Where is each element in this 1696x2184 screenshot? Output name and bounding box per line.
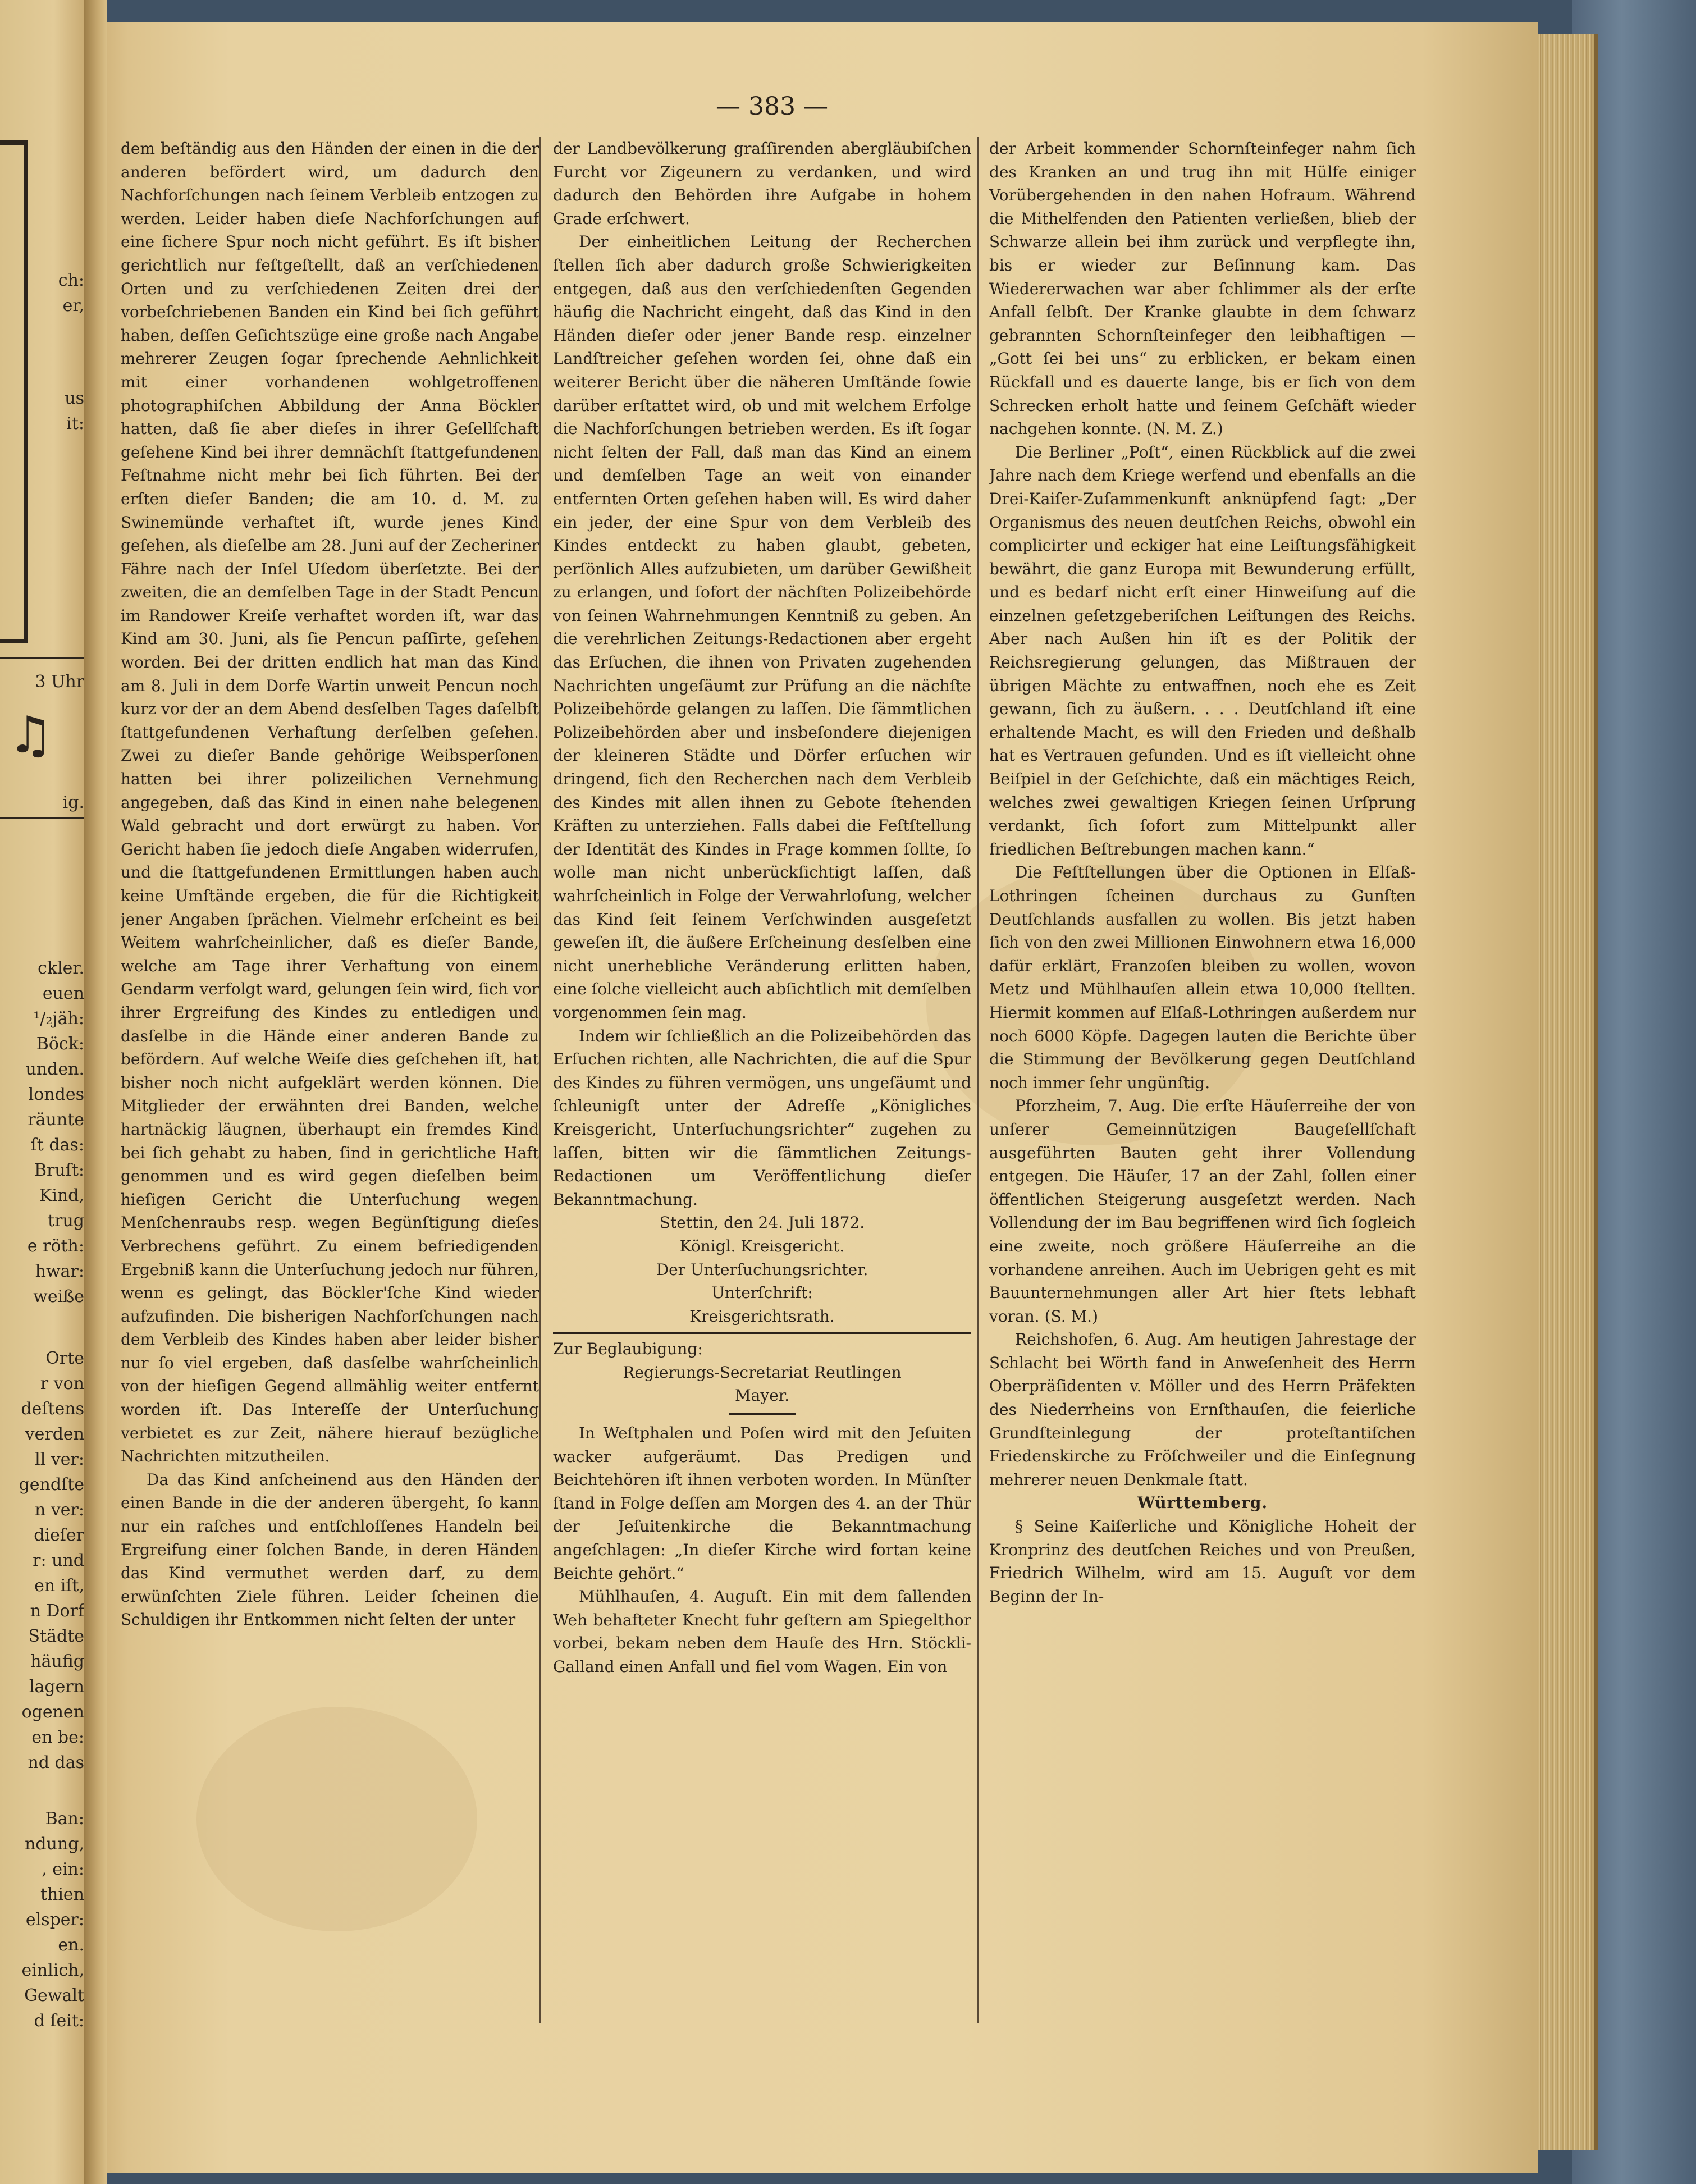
column-divider <box>539 137 541 2023</box>
left-page-text-fragment: euen <box>42 984 84 1003</box>
left-page-text-fragment: en iſt, <box>34 1576 84 1596</box>
paragraph: Regierungs-Secretariat Reutlingen <box>623 1363 902 1382</box>
left-page-text-fragment: londes <box>28 1085 84 1104</box>
left-page-text-fragment: dieſer <box>34 1525 84 1545</box>
section-heading: Württemberg. <box>1137 1493 1268 1513</box>
paragraph: Da das Kind anſcheinend aus den Händen der einen Bande in die der anderen übergeht, ſo kann nur ein raſches und entſchloſſenes Handeln bei Ergreifung einer ſolchen Bande, in deren Händen das Kind vermuthet werden darf, zu dem erwünſchten Ziele führen. Leider ſcheinen die Schuldigen ihr Entkommen nicht ſelten der unter <box>121 1470 539 1629</box>
left-page-text-fragment: ckler. <box>38 958 84 978</box>
left-page-text-fragment: ogenen <box>21 1702 84 1722</box>
left-page-text-fragment: n Dorf <box>30 1601 84 1621</box>
left-page-text-fragment: einlich, <box>21 1961 84 1980</box>
paragraph: Stettin, den 24. Juli 1872. <box>659 1213 865 1232</box>
left-page-text-fragment: Kind, <box>39 1186 84 1205</box>
left-page-text-fragment: elsper: <box>25 1910 84 1930</box>
left-page-text-fragment: ig. <box>62 793 84 812</box>
left-page-text-fragment: it: <box>66 414 84 433</box>
book-gutter <box>84 0 107 2184</box>
left-page-text-fragment: Städte <box>28 1626 84 1646</box>
left-page-text-fragment: us <box>65 389 84 408</box>
column-2 <box>553 137 971 2091</box>
paragraph: Mühlhauſen, 4. Auguſt. Ein mit dem fallenden Weh behafteter Knecht fuhr geſtern am Spiegelthor vorbei, bekam neben dem Hauſe des Hrn. Stöckli-Galland einen Anfall und fiel vom Wagen. Ein von <box>553 1587 971 1676</box>
separator-rule <box>729 1413 796 1415</box>
paragraph: In Weſtphalen und Poſen wird mit den Jeſuiten wacker aufgeräumt. Das Predigen und Beichtehören iſt ihnen verboten worden. In Münſter ſtand in Folge deſſen am Morgen des 4. an der Thür der Jeſuitenkirche die Bekanntmachung angeſchlagen: „In dieſer Kirche wird fortan keine Beichte gehört.“ <box>553 1424 971 1583</box>
left-page-text-fragment: d ſeit: <box>34 2011 84 2031</box>
page-number: — 383 — <box>716 92 828 121</box>
left-page-text-fragment: n ver: <box>34 1500 84 1520</box>
left-page-rule <box>0 657 84 659</box>
left-page-text-fragment: ch: <box>58 271 84 290</box>
left-page-text-fragment: ſt das: <box>30 1135 84 1155</box>
paragraph: Indem wir ſchließlich an die Polizeibehörden das Erſuchen richten, alle Nachrichten, die auf die Spur des Kindes zu führen vermögen, uns ungeſäumt und ſchleunigſt unter der Adreſſe „Königliches Kreisgericht, Unterſuchungsrichter“ zugehen zu laſſen, bitten wir die ſämmtlichen Zeitungs-Redactionen um Veröffentlichung dieſer Bekanntmachung. <box>553 1026 971 1209</box>
left-page-text-fragment: thien <box>40 1885 84 1904</box>
column-divider <box>977 137 979 2023</box>
left-page-text-fragment: trug <box>48 1211 84 1231</box>
left-page-text-fragment: häufig <box>30 1652 84 1671</box>
left-page-text-fragment: r von <box>40 1374 84 1393</box>
paragraph: Die Berliner „Poſt“, einen Rückblick auf die zwei Jahre nach dem Kriege werfend und ebenfalls an die Drei-Kaiſer-Zuſammenkunft anknüpfend ſagt: „Der Organismus des neuen deutſchen Reichs, obwohl ein complicirter und eckiger hat eine Leiſtungsfähigkeit bewährt, die ganz Europa mit Bewunderung erfüllt, und es bedarf nicht erſt einer Hinweiſung auf die einzelnen geſetzgeberiſchen Leiſtungen des Reichs. Aber nach Außen hin iſt es der Politik der Reichsregierung gelungen, das Mißtrauen der übrigen Mächte zu entwaffnen, noch ehe es Zeit gewann, ſich zu äußern. . . . Deutſchland iſt eine erhaltende Macht, es will den Frieden und deßhalb hat es Vertrauen gefunden. Und es iſt vielleicht ohne Beiſpiel in der Geſchichte, daß ein mächtiges Reich, welches zwei gewaltigen Kriegen ſeinen Urſprung verdankt, ſich ſofort zum Mittelpunkt aller friedlichen Beſtrebungen machen kann.“ <box>989 442 1416 858</box>
paragraph: Zur Beglaubigung: <box>553 1340 703 1359</box>
left-page-fragment <box>0 0 90 2184</box>
left-page-text-fragment: 3 Uhr <box>35 672 84 692</box>
left-page-text-fragment: weiße <box>33 1287 84 1306</box>
left-page-rule <box>0 817 84 819</box>
left-page-text-fragment: Bruſt: <box>34 1160 84 1180</box>
lyre-icon: ♫ <box>8 706 53 765</box>
left-page-text-fragment: unden. <box>25 1059 84 1079</box>
paragraph: Kreisgerichtsrath. <box>689 1306 835 1326</box>
left-page-text-fragment: lagern <box>29 1677 84 1697</box>
left-page-text-fragment: r: und <box>33 1551 84 1570</box>
paragraph: Königl. Kreisgericht. <box>679 1236 845 1255</box>
left-page-text-fragment: nd das <box>28 1753 84 1772</box>
left-page-text-fragment: ndung, <box>25 1834 84 1854</box>
left-page-text-fragment: Böck: <box>36 1034 84 1054</box>
separator-rule <box>553 1332 971 1334</box>
paragraph: § Seine Kaiſerliche und Königliche Hoheit der Kronprinz des deutſchen Reiches und von Preußen, Friedrich Wilhelm, wird am 15. Auguſt vor dem Beginn der In- <box>989 1517 1416 1606</box>
paragraph: Reichshofen, 6. Aug. Am heutigen Jahrestage der Schlacht bei Wörth fand in Anweſenheit des Herrn Oberpräſidenten v. Möller und des Herrn Präfekten des Niederrheins von Ernſthauſen, die feierliche Grundſteinlegung der proteſtantiſchen Friedenskirche zu Fröſchweiler und die Einſegnung mehrerer neuen Denkmale ſtatt. <box>989 1330 1416 1489</box>
left-page-text-fragment: e röth: <box>27 1236 84 1256</box>
paragraph: der Landbevölkerung graſſirenden abergläubiſchen Furcht vor Zigeunern zu verdanken, und wird dadurch den Behörden ihre Aufgabe in hohem Grade erſchwert. <box>553 139 971 228</box>
left-page-text-fragment: Ban: <box>45 1809 84 1829</box>
left-page-text-fragment: Gewalt <box>24 1986 84 2005</box>
paragraph: Der Unterſuchungsrichter. <box>656 1260 868 1279</box>
left-page-text-fragment: ll ver: <box>35 1450 84 1469</box>
left-page-text-fragment: verden <box>25 1424 84 1444</box>
left-page-text-fragment: en be: <box>31 1728 84 1747</box>
left-page-text-fragment: er, <box>62 296 84 316</box>
left-page-text-fragment: Orte <box>45 1349 84 1368</box>
paragraph: Die Feſtſtellungen über die Optionen in Elſaß-Lothringen ſcheinen durchaus zu Gunſten Deutſchlands ausfallen zu wollen. Bis jetzt haben ſich von den zwei Millionen Einwohnern etwa 16,000 dafür erklärt, Franzoſen bleiben zu wollen, wovon Metz und Mühlhauſen allein etwa 10,000 ſtellten. Hiermit kommen auf Elſaß-Lothringen außerdem nur noch 6000 Köpfe. Dagegen lauten die Berichte über die Stimmung der Bevölkerung gegen Deutſchland noch immer ſehr ungünſtig. <box>989 863 1416 1092</box>
left-page-text-fragment: räunte <box>28 1110 84 1130</box>
left-page-text-fragment: hwar: <box>35 1262 84 1281</box>
paragraph: Der einheitlichen Leitung der Recherchen ſtellen ſich aber dadurch große Schwierigkeiten entgegen, daß aus den verſchiedenſten Gegenden häufig die Nachricht eingeht, daß das Kind in den Händen dieſer oder jener Bande resp. einzelner Landſtreicher geſehen worden ſei, ohne daß ein weiterer Bericht über die näheren Umſtände ſowie darüber erſtattet wird, ob und mit welchem Erfolge die Nachforſchungen betrieben werden. Es iſt ſogar nicht ſelten der Fall, daß man das Kind an einem und demſelben Tage an weit von einander entfernten Orten geſehen haben will. Es wird daher ein jeder, der eine Spur von dem Verbleib des Kindes entdeckt zu haben glaubt, gebeten, perſönlich Alles aufzubieten, um darüber Gewißheit zu erlangen, und ſofort der nächſten Polizeibehörde von ſeinen Wahrnehmungen Kenntniß zu geben. An die verehrlichen Zeitungs-Redactionen aber ergeht das Erſuchen, die ihnen von Privaten zugehenden Nachrichten ungeſäumt zur Prüfung an die nächſte Polizeibehörde gelangen zu laſſen. Die ſämmtlichen Polizeibehörden aber und insbeſondere diejenigen der kleineren Städte und Dörfer erſuchen wir dringend, ſich den Recherchen nach dem Verbleib des Kindes mit allen ihnen zu Gebote ſtehenden Kräften zu unterziehen. Falls dabei die Feſtſtellung der Identität des Kindes in Frage kommen ſollte, ſo wolle man nicht unberückſichtigt laſſen, daß wahrſcheinlich in Folge der Verwahrloſung, welcher das Kind ſeit ſeinem Verſchwinden ausgeſetzt geweſen iſt, die äußere Erſcheinung desſelben eine nicht unerhebliche Veränderung erlitten haben, eine ſolche vielleicht auch abſichtlich mit demſelben vorgenommen ſein mag. <box>553 232 971 1022</box>
paragraph: der Arbeit kommender Schornſteinfeger nahm ſich des Kranken an und trug ihn mit Hülfe einiger Vorübergehenden in den nahen Hofraum. Während die Mithelfenden den Patienten verließen, blieb der Schwarze allein bei ihm zurück und verpflegte ihn, bis er wieder zur Beſinnung kam. Das Wiedererwachen war aber ſchlimmer als der erſte Anfall ſelbſt. Der Kranke glaubte in dem ſchwarz gebrannten Schornſteinfeger den leibhaftigen — „Gott ſei bei uns“ zu erblicken, er bekam einen Rückfall und es dauerte lange, bis er ſich von dem Schrecken erholt hatte und ſeinem Geſchäft wieder nachgehen konnte. (N. M. Z.) <box>989 139 1416 438</box>
column-3 <box>989 137 1416 2091</box>
paragraph: Pforzheim, 7. Aug. Die erſte Häuſerreihe der von unſerer Gemeinnützigen Baugeſellſchaft ausgeführten Bauten geht ihrer Vollendung entgegen. Die Häuſer, 17 an der Zahl, ſollen einer öffentlichen Steigerung ausgeſetzt werden. Nach Vollendung der im Bau begriffenen wird ſich ſogleich eine zweite, noch größere Häuſerreihe an die vorhandene anreihen. Auch im Uebrigen geht es mit Bauunternehmungen aller Art hier ſtets lebhaft voran. (S. M.) <box>989 1096 1416 1326</box>
paragraph: dem beſtändig aus den Händen der einen in die der anderen befördert wird, um dadurch den Nachforſchungen nach ſeinem Verbleib entzogen zu werden. Leider haben dieſe Nachforſchungen auf eine ſichere Spur noch nicht geführt. Es iſt bisher gerichtlich nur feſtgeſtellt, daß an verſchiedenen Orten und zu verſchiedenen Zeiten drei der vorbeſchriebenen Banden ein Kind bei ſich geführt haben, deſſen Geſichtszüge eine große nach Angabe mehrerer Zeugen ſogar ſprechende Aehnlichkeit mit einer vorhandenen wohlgetroffenen photographiſchen Abbildung der Anna Böckler hatten, daß ſie aber dieſes in ihrer Geſellſchaft geſehene Kind bei ihrer demnächſt ſtattgefundenen Feſtnahme nicht mehr bei ſich führten. Bei der erſten dieſer Banden; die am 10. d. M. zu Swinemünde verhaftet iſt, wurde jenes Kind geſehen, als dieſelbe am 28. Juni auf der Zecheriner Fähre nach der Inſel Uſedom überſetzte. Bei der zweiten, die an demſelben Tage in der Stadt Pencun im Randower Kreiſe verhaftet worden iſt, war das Kind am 30. Juni, als ſie Pencun paſſirte, geſehen worden. Bei der dritten endlich hat man das Kind am 8. Juli in dem Dorfe Wartin unweit Pencun noch kurz vor der an dem Abend desſelben Tages daſelbſt ſtattgefundenen Verhaftung derſelben geſehen. Zwei zu dieſer Bande gehörige Weibsperſonen hatten bei ihrer polizeilichen Vernehmung angegeben, daß das Kind in einen nahe belegenen Wald gebracht und dort erwürgt zu haben. Vor Gericht haben ſie jedoch dieſe Angaben widerrufen, und die ſtattgefundenen Ermittlungen haben auch keine Umſtände ergeben, die für die Richtigkeit jener Angaben ſprächen. Vielmehr erſcheint es bei Weitem wahrſcheinlicher, daß es dieſer Bande, welche am Tage ihrer Verhaftung von einem Gendarm verfolgt ward, gelungen ſein wird, ſich vor ihrer Ergreifung des Kindes zu entledigen und dasſelbe in die Hände einer anderen Bande zu befördern. Auf welche Weiſe dies geſchehen iſt, hat bisher noch nicht aufgeklärt werden können. Die Mitglieder der erwähnten drei Banden, welche hartnäckig läugnen, überhaupt ein fremdes Kind bei ſich gehabt zu haben, ſind in gerichtliche Haft genommen und es wird gegen dieſelben beim hieſigen Gericht die Unterſuchung wegen Menſchenraubs resp. wegen Begünſtigung dieſes Verbrechens geführt. Zu einem befriedigenden Ergebniß kann die Unterſuchung jedoch nur führen, wenn es gelingt, das Böckler'ſche Kind wieder aufzufinden. Die bisherigen Nachforſchungen nach dem Verbleib des Kindes haben aber leider bisher nur ſo viel ergeben, daß dasſelbe wahrſcheinlich von der hieſigen Gegend allmählig weiter entfernt worden iſt. Das Intereſſe der Unterſuchung verbietet es zur Zeit, nähere hierauf bezügliche Nachrichten mitzutheilen. <box>121 139 539 1466</box>
paragraph: Unterſchrift: <box>711 1283 813 1303</box>
left-page-text-fragment: en. <box>58 1935 84 1955</box>
left-page-text-fragment: , ein: <box>42 1859 84 1879</box>
column-1 <box>121 137 539 2091</box>
left-page-text-fragment: deſtens <box>21 1399 84 1419</box>
paragraph: Mayer. <box>735 1386 789 1405</box>
left-page-text-fragment: ¹/₂jäh: <box>33 1009 84 1029</box>
left-page-text-fragment: gendſte <box>19 1475 84 1495</box>
